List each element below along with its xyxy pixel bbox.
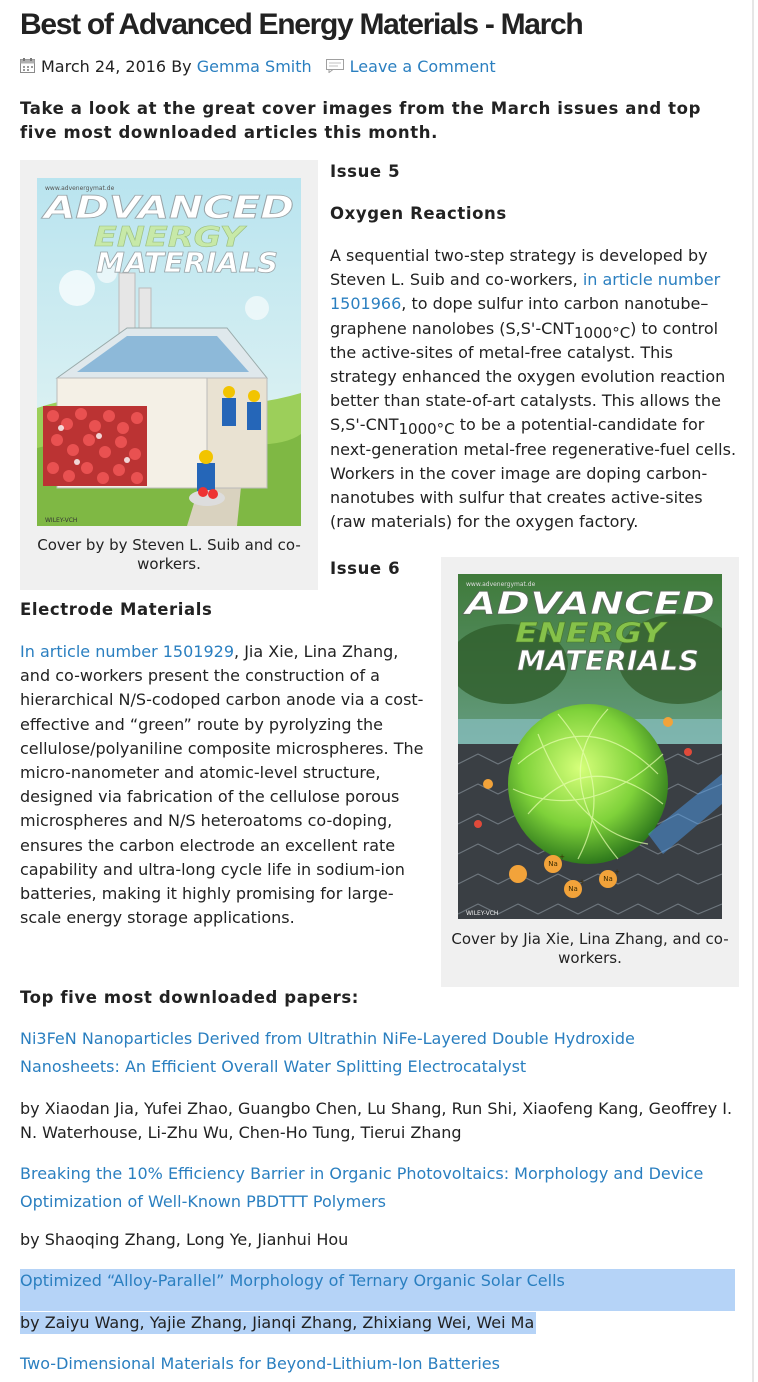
- issue5-article-link[interactable]: in article number 1501966: [330, 270, 721, 314]
- issue5-caption: Cover by by Steven L. Suib and co-workers.: [37, 536, 301, 573]
- issue5-cover-publisher: WILEY-VCH: [45, 517, 78, 524]
- na-ion-charge: +: [614, 868, 620, 876]
- na-ion-charge: +: [579, 878, 585, 886]
- issue6-cover-word-materials: MATERIALS: [517, 644, 699, 677]
- top5-heading: Top five most downloaded papers:: [20, 988, 359, 1007]
- paper-3-title-link[interactable]: Optimized “Alloy-Parallel” Morphology of Ternary Organic Solar Cells: [20, 1269, 735, 1311]
- paper-1-authors: by Xiaodan Jia, Yufei Zhao, Guangbo Chen, Lu Shang, Run Shi, Xiaofeng Kang, Geoffrey I. N. Waterhouse, Li-Zhu Wu, Chen-Ho Tung, Tierui Zhang: [20, 1099, 733, 1142]
- na-ion-label: Na: [603, 875, 613, 883]
- issue6-caption: Cover by Jia Xie, Lina Zhang, and co-workers.: [451, 930, 729, 967]
- paper-4-title-link[interactable]: Two-Dimensional Materials for Beyond-Lithium-Ion Batteries: [20, 1354, 500, 1373]
- paper-2-authors: by Shaoqing Zhang, Long Ye, Jianhui Hou: [20, 1230, 349, 1249]
- by-label: By: [171, 57, 192, 76]
- post-meta: [20, 56, 496, 78]
- issue6-cover-publisher: WILEY-VCH: [466, 910, 499, 917]
- comment-icon: [326, 57, 344, 71]
- na-ion-label: Na: [568, 885, 578, 893]
- post-date: March 24, 2016: [41, 57, 167, 76]
- issue6-cover-word-advanced: ADVANCED: [461, 586, 715, 622]
- issue6-figure: [441, 557, 739, 987]
- issue6-topic: Electrode Materials: [20, 600, 213, 619]
- issue5-cover-word-energy: ENERGY: [94, 220, 248, 253]
- calendar-icon: [20, 57, 35, 72]
- issue6-cover-word-energy: ENERGY: [515, 616, 669, 649]
- issue5-label: Issue 5: [330, 162, 401, 181]
- issue6-label: Issue 6: [330, 559, 401, 578]
- issue5-cover-image[interactable]: [37, 178, 301, 526]
- issue5-cover-word-advanced: ADVANCED: [40, 190, 294, 226]
- issue5-figure: [20, 160, 318, 590]
- paper-2-title-link[interactable]: Breaking the 10% Efficiency Barrier in Organic Photovoltaics: Morphology and Device Optimization of Well-Known PBDTTT Polymers: [20, 1164, 704, 1211]
- issue5-cover-word-materials: MATERIALS: [96, 246, 278, 279]
- post-intro: Take a look at the great cover images from the March issues and top five most downloaded articles this month.: [20, 99, 701, 142]
- issue6-cover-url: www.advenergymat.de: [466, 581, 536, 588]
- paper-3-authors: by Zaiyu Wang, Yajie Zhang, Jianqi Zhang, Zhixiang Wei, Wei Ma: [20, 1313, 535, 1332]
- leave-comment-link[interactable]: Leave a Comment: [349, 57, 496, 76]
- issue5-topic: Oxygen Reactions: [330, 204, 507, 223]
- paper-1-title-link[interactable]: Ni3FeN Nanoparticles Derived from Ultrathin NiFe-Layered Double Hydroxide Nanosheets: An Efficient Overall Water Splitting Electrocatalyst: [20, 1029, 635, 1076]
- author-link[interactable]: Gemma Smith: [196, 57, 312, 76]
- content-edge: [752, 0, 754, 1382]
- issue6-body: In article number 1501929, Jia Xie, Lina Zhang, and co-workers present the construction of a hierarchical N/S-codoped carbon anode via a cost-effective and “green” route by pyrolyzing the cellulose/polyaniline composite microspheres. The micro-nanometer and atomic-level structure, designed via fabrication of the cellulose porous microspheres and N/S heteroatoms co-doping, ensures the carbon electrode an excellent rate capability and ultra-long cycle life in sodium-ion batteries, making it highly promising for large-scale energy storage applications.: [20, 642, 424, 928]
- issue5-body: A sequential two-step strategy is developed by Steven L. Suib and co-workers, in article number 1501966, to dope sulfur into carbon nanotube–graphene nanolobes $(S,S'-CNT_{1000^\circ C})$ to control the active-sites of metal-free catalyst. This strategy enhanced the oxygen evolution reaction better than state-of-art catalysts. This allows the $S,S'-CNT_{1000^\circ C}$ to be a potential-candidate for next-generation metal-free regenerative-fuel cells. Workers in the cover image are doping carbon-nanotubes with sulfur that creates active-sites (raw materials) for the oxygen factory.: [330, 246, 737, 532]
- issue5-cover-url: www.advenergymat.de: [45, 185, 115, 192]
- issue6-article-link[interactable]: In article number 1501929: [20, 642, 235, 661]
- na-ion-label: Na: [548, 860, 558, 868]
- na-ion-charge: +: [559, 853, 565, 861]
- issue6-cover-image[interactable]: [458, 574, 722, 919]
- page-title: Best of Advanced Energy Materials - March: [20, 8, 583, 41]
